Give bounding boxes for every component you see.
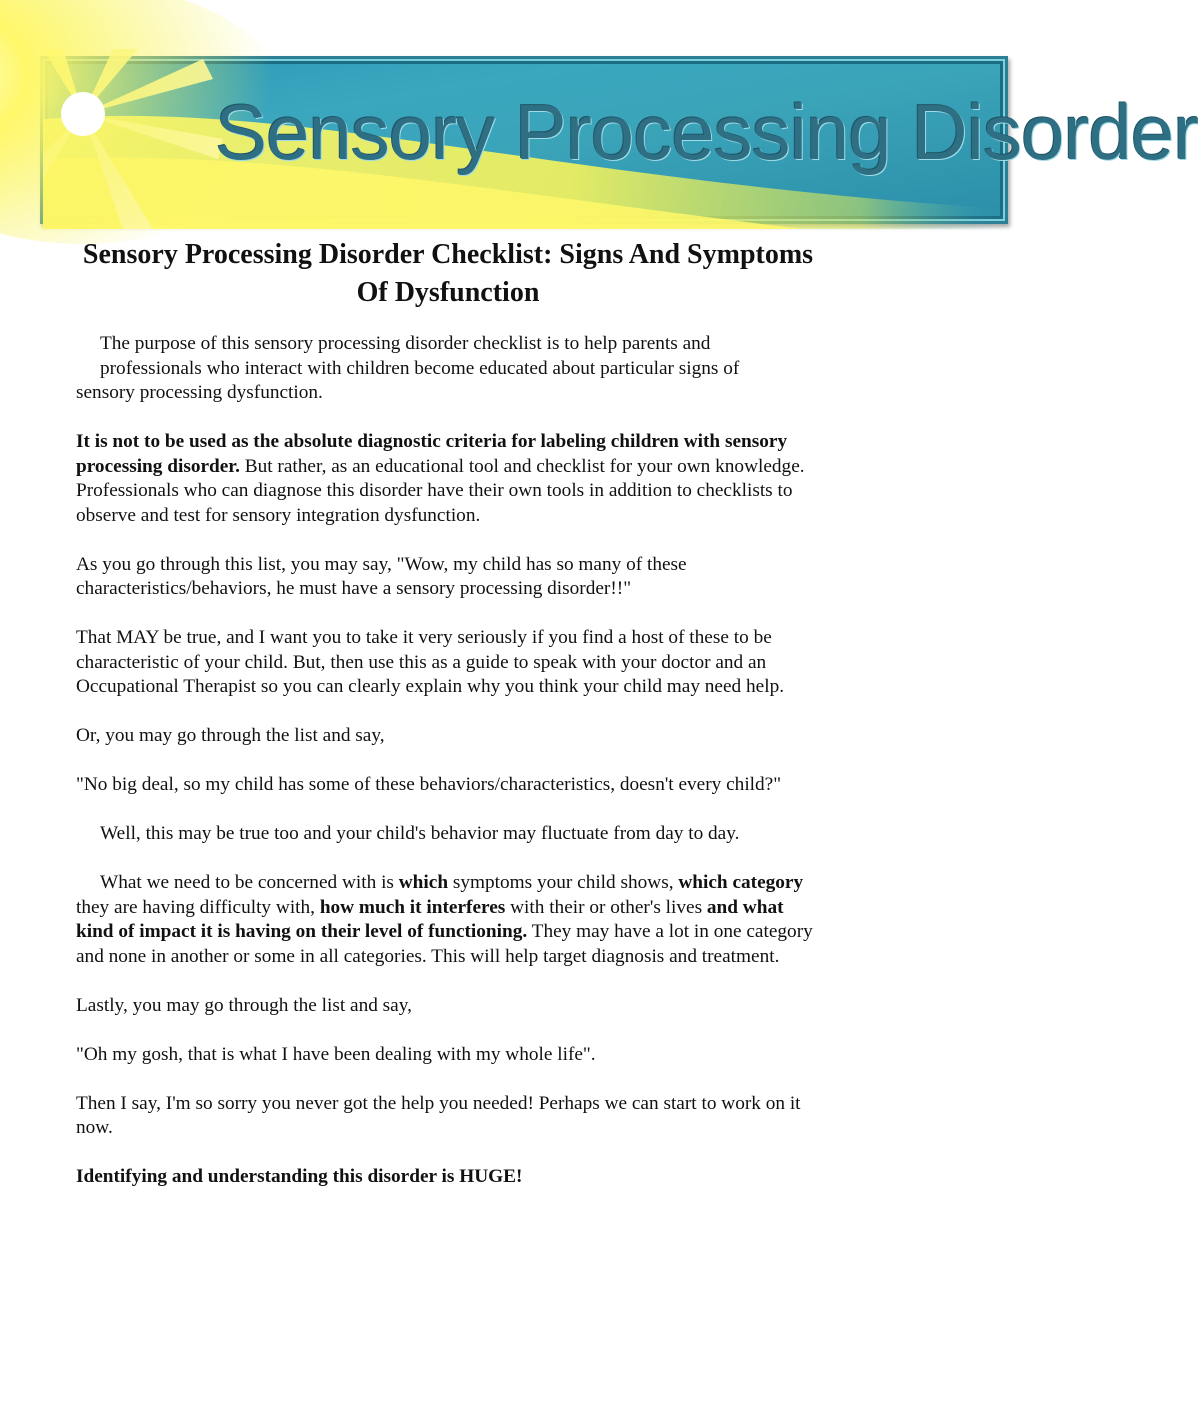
intro-line-2: professionals who interact with children become educated about particular signs of (100, 357, 740, 379)
intro-paragraph (76, 332, 820, 406)
concerned-text-5: They may have a lot in one category and none in another or some in all categories. This will help target diagnosis and treatment. (76, 921, 813, 967)
concerned-bold-2: which category (678, 872, 804, 893)
paragraph-lastly: Lastly, you may go through the list and say, (76, 994, 412, 1016)
document-body (76, 332, 820, 1214)
intro-line-3: sensory processing dysfunction. (76, 382, 323, 403)
paragraph-no-big-deal: "No big deal, so my child has some of these behaviors/characteristics, doesn't every child?" (76, 774, 782, 795)
header-banner (40, 56, 1198, 224)
concerned-bold-4: and what kind of impact it is having on their level of functioning. (76, 896, 784, 942)
concerned-bold-3: how much it interferes (319, 896, 506, 918)
paragraph-wow: As you go through this list, you may say, "Wow, my child has so many of these characteristics/behaviors, he must have a sensory processing disorder!!" (76, 553, 687, 599)
paragraph-concerned (76, 871, 820, 969)
concerned-bold-1: which (398, 872, 449, 893)
disclaimer-text: But rather, as an educational tool and checklist for your own knowledge. Professionals who can diagnose this disorder have their own tools in addition to checklists to observe and test for sensory integration dysfunction. (76, 455, 805, 526)
banner-title: Sensory Processing Disorder (215, 88, 1198, 176)
paragraph-well: Well, this may be true too and your child's behavior may fluctuate from day to day. (100, 823, 740, 844)
disclaimer-bold: It is not to be used as the absolute diagnostic criteria for labeling children with sensory processing disorder. (76, 431, 788, 477)
paragraph-huge (76, 1165, 820, 1190)
paragraph-may-be-true: That MAY be true, and I want you to take it very seriously if you find a host of these to be characteristic of your child. But, then use this as a guide to speak with your doctor and an Occupational Therapist so you can clearly explain why you think your child may need help. (76, 627, 785, 697)
concerned-text-3: they are having difficulty with, (76, 896, 320, 918)
concerned-text-1: What we need to be concerned with is (100, 872, 399, 893)
paragraph-or: Or, you may go through the list and say, (76, 725, 385, 746)
page-title: Sensory Processing Disorder Checklist: Signs And Symptoms Of Dysfunction (82, 239, 814, 308)
concerned-text-2: symptoms your child shows, (448, 872, 679, 893)
intro-line-1: The purpose of this sensory processing disorder checklist is to help parents and (100, 333, 711, 354)
disclaimer-paragraph (76, 430, 820, 528)
concerned-text-4: with their or other's lives (505, 896, 707, 918)
paragraph-sorry: Then I say, I'm so sorry you never got the help you needed! Perhaps we can start to work on it now. (76, 1092, 801, 1138)
paragraph-oh-my-gosh: "Oh my gosh, that is what I have been dealing with my whole life". (76, 1043, 596, 1065)
huge-bold: Identifying and understanding this disorder is HUGE! (76, 1166, 523, 1187)
